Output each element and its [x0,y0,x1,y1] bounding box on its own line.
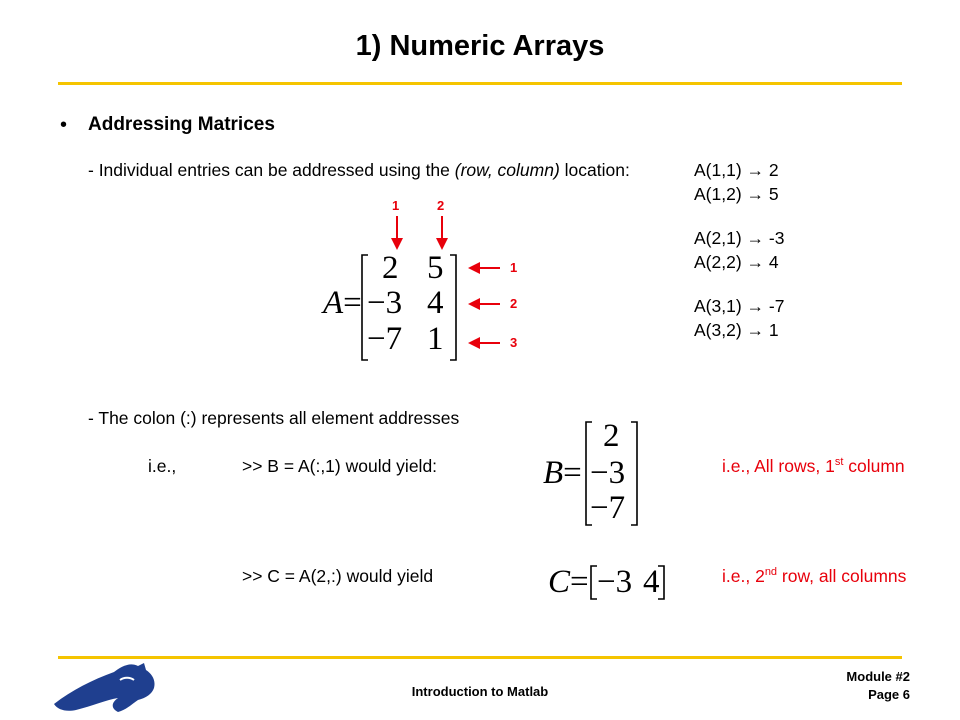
matrix-b-name: B= [543,455,582,491]
footer-page-info [846,668,910,704]
intro-suffix: location: [559,160,630,180]
matrix-a-cell: 5 [427,250,444,286]
matrix-a-name: A= [323,285,362,321]
row-index-2: 2 [510,296,518,311]
footer-module: Module #2 [846,669,910,684]
column-index-2: 2 [437,198,445,213]
matrix-a-cell: 4 [427,285,444,321]
address-5: A(3,1) → -7 [694,296,785,316]
matrix-b-cell: 2 [603,418,620,454]
red-arrow [436,216,448,250]
matrix-b-cell: −3 [590,455,626,491]
command-c: >> C = A(2,:) would yield [242,566,434,586]
matrix-a-cell: −7 [367,321,403,357]
matrix-a-cell: −3 [367,285,403,321]
matrix-b-cell: −7 [590,490,626,526]
red-arrow [391,216,403,250]
bullet-dot: • [60,114,68,136]
colon-explanation: - The colon (:) represents all element addresses [88,408,460,428]
footer-course-title: Introduction to Matlab [411,684,549,699]
row-index-3: 3 [510,335,518,350]
address-1: A(1,1) → 2 [694,160,779,180]
matrix-c-cell: 4 [643,564,660,600]
footer-page: Page 6 [868,687,910,702]
bullet-heading: Addressing Matrices [88,114,275,135]
red-arrow [468,337,500,349]
note-b: i.e., All rows, 1st column [722,456,905,476]
matrix-a-cell: 1 [427,321,444,357]
row-index-1: 1 [510,260,518,275]
matrix-a-cell: 2 [382,250,399,286]
address-3: A(2,1) → -3 [694,228,785,248]
red-arrow [468,262,500,274]
column-index-1: 1 [392,198,400,213]
footer-divider [58,656,902,659]
intro-italic: (row, column) [454,160,560,180]
matrix-c-cell: −3 [597,564,633,600]
note-c: i.e., 2nd row, all columns [722,566,907,586]
intro-prefix: - Individual entries can be addressed using the [88,160,455,180]
address-4: A(2,2) → 4 [694,252,779,272]
ie-label: i.e., [148,456,177,476]
slide-title: 1) Numeric Arrays [355,30,605,62]
command-b: >> B = A(:,1) would yield: [242,456,438,476]
matrix-c-name: C= [548,564,589,600]
address-6: A(3,2) → 1 [694,320,779,340]
red-arrow [468,298,500,310]
address-2: A(1,2) → 5 [694,184,779,204]
